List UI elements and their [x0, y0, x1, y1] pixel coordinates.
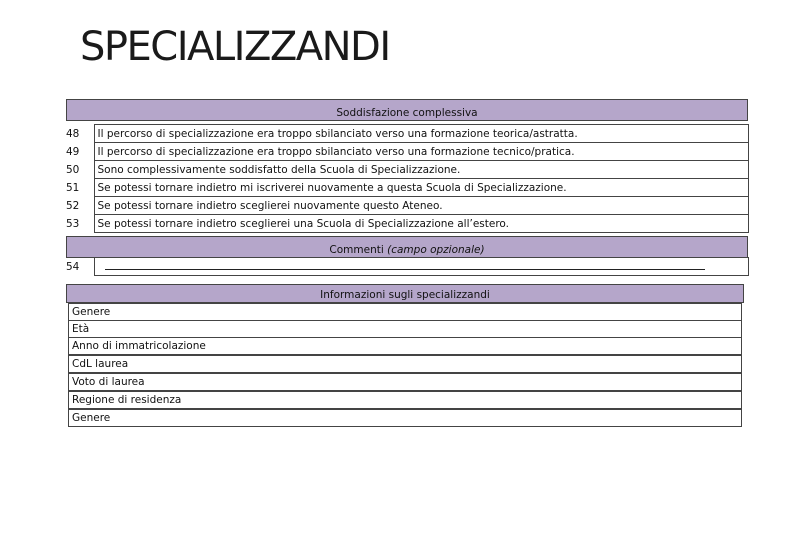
list-item: Regione di residenza	[68, 391, 742, 409]
list-item: CdL laurea	[68, 355, 742, 373]
table-row	[66, 161, 748, 179]
list-item: Genere	[68, 409, 742, 427]
row-text: Il percorso di specializzazione era troppo sbilanciato verso una formazione tecnico/pratica.	[94, 143, 748, 161]
row-text: Sono complessivamente soddisfatto della Scuola di Specializzazione.	[94, 161, 748, 179]
comments-header-text: Commenti	[329, 244, 384, 256]
comment-field[interactable]	[94, 258, 748, 276]
table-row	[66, 197, 748, 215]
row-number: 49	[66, 143, 94, 161]
table-row	[66, 125, 748, 143]
list-item: Voto di laurea	[68, 373, 742, 391]
row-number: 54	[66, 258, 94, 276]
row-number: 51	[66, 179, 94, 197]
satisfaction-section-header	[66, 99, 748, 121]
list-item: Anno di immatricolazione	[68, 337, 742, 355]
table-row	[66, 179, 748, 197]
satisfaction-header-text: Soddisfazione complessiva	[336, 107, 478, 119]
comment-underline	[105, 269, 705, 270]
row-text: Se potessi tornare indietro mi iscriverei nuovamente a questa Scuola di Specializzazione.	[94, 179, 748, 197]
page-title: SPECIALIZZANDI	[80, 24, 390, 70]
row-number: 48	[66, 125, 94, 143]
info-header-text: Informazioni sugli specializzandi	[320, 289, 490, 301]
table-row	[66, 258, 748, 276]
table-row	[66, 215, 748, 233]
row-number: 53	[66, 215, 94, 233]
comments-table	[66, 257, 749, 276]
comments-header-note: (campo opzionale)	[387, 244, 485, 256]
row-number: 50	[66, 161, 94, 179]
row-text: Il percorso di specializzazione era troppo sbilanciato verso una formazione teorica/astratta.	[94, 125, 748, 143]
comments-section-header	[66, 236, 748, 258]
info-section-header	[66, 284, 744, 303]
list-item: Genere	[68, 303, 742, 321]
list-item: Età	[68, 320, 742, 338]
row-text: Se potessi tornare indietro sceglierei nuovamente questo Ateneo.	[94, 197, 748, 215]
satisfaction-table	[66, 124, 749, 233]
row-text: Se potessi tornare indietro sceglierei una Scuola di Specializzazione all’estero.	[94, 215, 748, 233]
row-number: 52	[66, 197, 94, 215]
table-row	[66, 143, 748, 161]
